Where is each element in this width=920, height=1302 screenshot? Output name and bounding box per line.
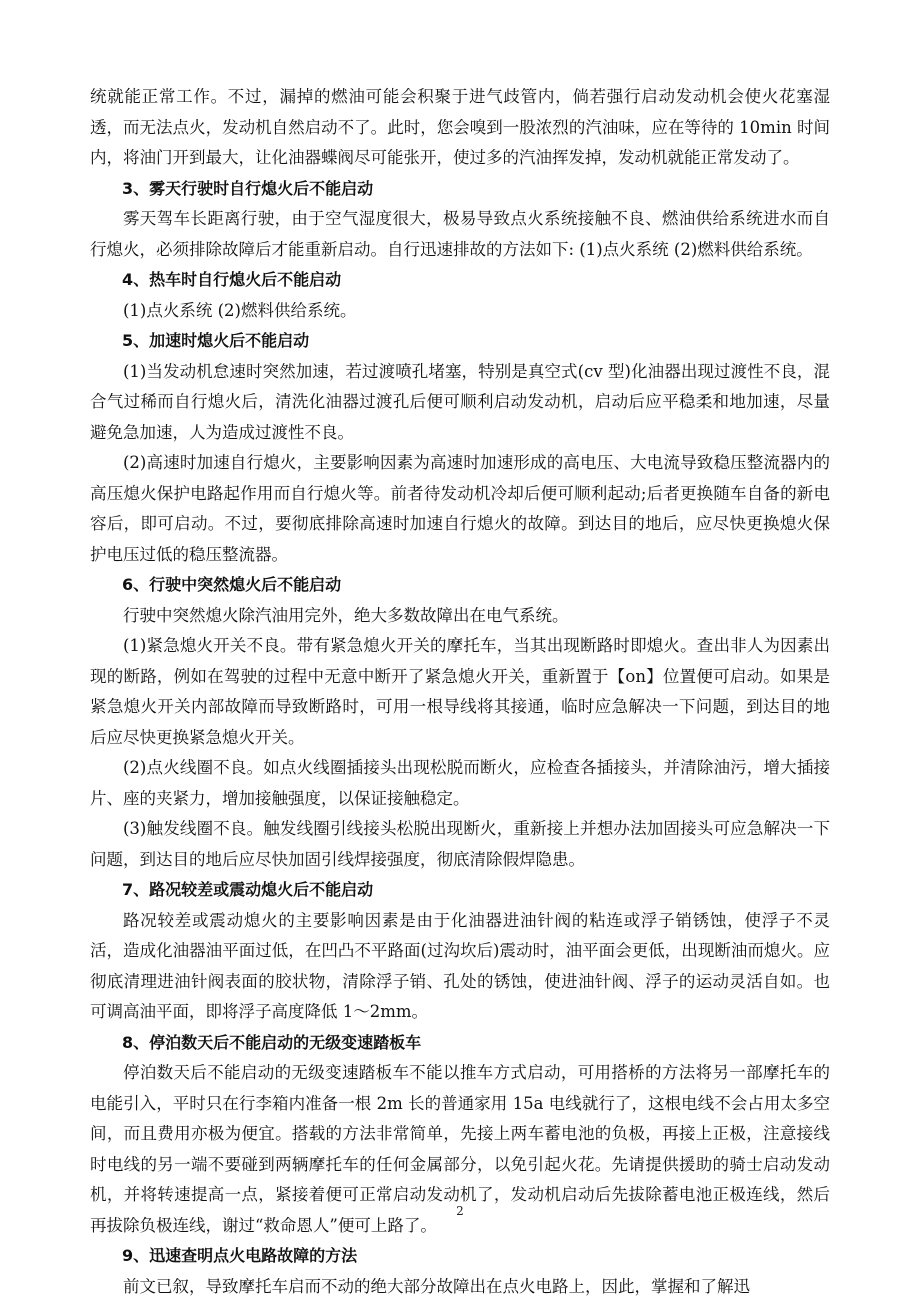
paragraph: (1)点火系统 (2)燃料供给系统。	[123, 300, 357, 320]
page-number: 2	[456, 1204, 464, 1218]
paragraph: 路况较差或震动熄火的主要影响因素是由于化油器进油针阀的粘连或浮子销锈蚀，使浮子不灵活，造成化油器油平面过低，在凹凸不平路面(过沟坎后)震动时，油平面会更低，出现断油而熄火。应彻底清理进油针阀表面的胶状物，清除浮子销、孔处的锈蚀，使进油针阀、浮子的运动灵活自如。也可调高油平面，即将浮子高度降低 1～2mm。	[90, 910, 830, 1021]
section-heading: 3、雾天行驶时自行熄火后不能启动	[122, 178, 374, 198]
section-heading: 7、路况较差或震动熄火后不能启动	[122, 880, 374, 899]
paragraph: (1)当发动机怠速时突然加速，若过渡喷孔堵塞，特别是真空式(cv 型)化油器出现过渡性不良，混合气过稀而自行熄火后，清洗化油器过渡孔后便可顺利启动发动机，启动后应平稳柔和地加速，尽量避免急加速，人为造成过渡性不良。	[90, 361, 830, 442]
section-heading: 8、停泊数天后不能启动的无级变速踏板车	[122, 1032, 422, 1052]
paragraph: (2)点火线圈不良。如点火线圈插接头出现松脱而断火，应检查各插接头，并清除油污，增大插接片、座的夹紧力，增加接触强度，以保证接触稳定。	[90, 758, 830, 808]
section-heading: 5、加速时熄火后不能启动	[122, 331, 310, 350]
paragraph: 统就能正常工作。不过，漏掉的燃油可能会积聚于进气歧管内，倘若强行启动发动机会使火花塞湿透，而无法点火，发动机自然启动不了。此时，您会嗅到一股浓烈的汽油味，应在等待的 10min 时间内，将油门开到最大，让化油器蝶阀尽可能张开，使过多的汽油挥发掉，发动机就能正常发动了。	[90, 87, 830, 167]
section-heading: 6、行驶中突然熄火后不能启动	[122, 575, 342, 594]
paragraph: 行驶中突然熄火除汽油用完外，绝大多数故障出在电气系统。	[123, 605, 569, 625]
document-body	[90, 82, 830, 1302]
section-heading: 4、热车时自行熄火后不能启动	[122, 270, 342, 289]
paragraph: 雾天驾车长距离行驶，由于空气湿度很大，极易导致点火系统接触不良、燃油供给系统进水而自行熄火，必须排除故障后才能重新启动。自行迅速排故的方法如下: (1)点火系统 (2)燃料供给系统。	[90, 209, 830, 259]
paragraph: (1)紧急熄火开关不良。带有紧急熄火开关的摩托车，当其出现断路时即熄火。查出非人为因素出现的断路，例如在驾驶的过程中无意中断开了紧急熄火开关，重新置于【on】位置便可启动。如果是紧急熄火开关内部故障而导致断路时，可用一根导线将其接通，临时应急解决一下问题，到达目的地后应尽快更换紧急熄火开关。	[90, 636, 830, 747]
paragraph: (2)高速时加速自行熄火，主要影响因素为高速时加速形成的高电压、大电流导致稳压整流器内的高压熄火保护电路起作用而自行熄火等。前者待发动机冷却后便可顺利起动;后者更换随车自备的新电容后，即可启动。不过，要彻底排除高速时加速自行熄火的故障。到达目的地后，应尽快更换熄火保护电压过低的稳压整流器。	[90, 453, 830, 564]
paragraph: 前文已叙，导致摩托车启而不动的绝大部分故障出在点火电路上，因此，掌握和了解迅	[123, 1276, 750, 1296]
paragraph: 停泊数天后不能启动的无级变速踏板车不能以推车方式启动，可用搭桥的方法将另一部摩托车的电能引入，平时只在行李箱内准备一根 2m 长的普通家用 15a 电线就行了，这根电线不会占用太多空间，而且费用亦极为便宜。搭载的方法非常简单，先接上两车蓄电池的负极，再接上正极，注意接线时电线的另一端不要碰到两辆摩托车的任何金属部分，以免引起火花。先请提供援助的骑士启动发动机，并将转速提高一点，紧接着便可正常启动发动机了，发动机启动后先拔除蓄电池正极连线，然后再拔除负极连线，谢过“救命恩人”便可上路了。	[90, 1063, 830, 1235]
paragraph: (3)触发线圈不良。触发线圈引线接头松脱出现断火，重新接上并想办法加固接头可应急解决一下问题，到达目的地后应尽快加固引线焊接强度，彻底清除假焊隐患。	[90, 819, 830, 869]
section-heading: 9、迅速查明点火电路故障的方法	[122, 1246, 358, 1265]
